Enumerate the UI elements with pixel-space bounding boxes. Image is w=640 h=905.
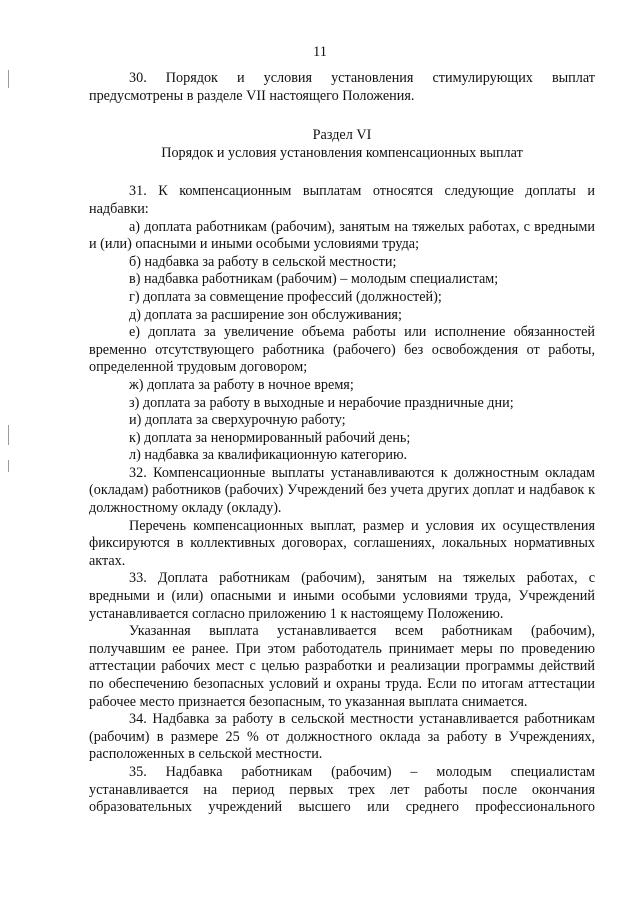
- list-item-g: г) доплата за совмещение профессий (должностей);: [129, 288, 442, 305]
- paragraph-32: 32. Компенсационные выплаты устанавливаются к должностным окладам (окладам) работников (рабочих) Учреждений без учета других доплат и надбавок к должностному окладу (окладу).: [89, 464, 595, 517]
- paragraph-31-intro: 31. К компенсационным выплатам относятся следующие доплаты и надбавки:: [89, 183, 595, 217]
- list-item-z: з) доплата за работу в выходные и нерабочие праздничные дни;: [129, 394, 514, 411]
- paragraph-32-list: Перечень компенсационных выплат, размер и условия их осуществления фиксируются в коллективных договорах, соглашениях, локальных нормативных актах.: [89, 517, 595, 569]
- list-item-l: л) надбавка за квалификационную категорию.: [129, 447, 408, 464]
- list-item-a: а) доплата работникам (рабочим), занятым на тяжелых работах, с вредными и (или) опасными и иными особыми условиями труда;: [89, 218, 595, 253]
- list-item-zh: ж) доплата за работу в ночное время;: [129, 376, 354, 393]
- paragraph-35: 35. Надбавка работникам (рабочим) – молодым специалистам устанавливается на период первых трех лет работы после окончания образовательных учреждений высшего или среднего профессионального: [89, 763, 595, 816]
- paragraph-33-note: Указанная выплата устанавливается всем работникам (рабочим), получавшим ее ранее. При этом работодатель принимает меры по проведению аттестации рабочих мест с целью разработки и реализации программы действий по обеспечению безопасных условий и охраны труда. Если по итогам аттестации рабочее место признается безопасным, то указанная выплата снимается.: [89, 623, 595, 710]
- paragraph-34: 34. Надбавка за работу в сельской местности устанавливается работникам (рабочим) в размере 25 % от должностного оклада за работу в Учреждениях, расположенных в сельской местности.: [89, 711, 595, 763]
- document-body: [89, 70, 595, 817]
- page-number: 11: [313, 44, 327, 60]
- paragraph-30: 30. Порядок и условия установления стимулирующих выплат предусмотрены в разделе VII настоящего Положения.: [89, 70, 595, 104]
- section-title: Порядок и условия установления компенсационных выплат: [161, 144, 523, 161]
- scan-artifact: [8, 425, 9, 445]
- list-item-i: и) доплата за сверхурочную работу;: [129, 412, 346, 429]
- list-item-v: в) надбавка работникам (рабочим) – молодым специалистам;: [129, 271, 499, 288]
- scan-artifact: [8, 70, 9, 88]
- list-item-d: д) доплата за расширение зон обслуживания;: [129, 306, 402, 323]
- list-item-b: б) надбавка за работу в сельской местности;: [129, 253, 397, 270]
- paragraph-33: 33. Доплата работникам (рабочим), занятым на тяжелых работах, с вредными и (или) опасными и иными особыми условиями труда, Учреждений устанавливается согласно приложению 1 к настоящему Положению.: [89, 570, 595, 622]
- list-item-k: к) доплата за ненормированный рабочий день;: [129, 429, 411, 446]
- section-label: Раздел VI: [312, 127, 372, 144]
- scan-artifact: [8, 460, 9, 472]
- list-item-e: е) доплата за увеличение объема работы или исполнение обязанностей временно отсутствующего работника (рабочего) без освобождения от работы, определенной трудовым договором;: [89, 324, 595, 376]
